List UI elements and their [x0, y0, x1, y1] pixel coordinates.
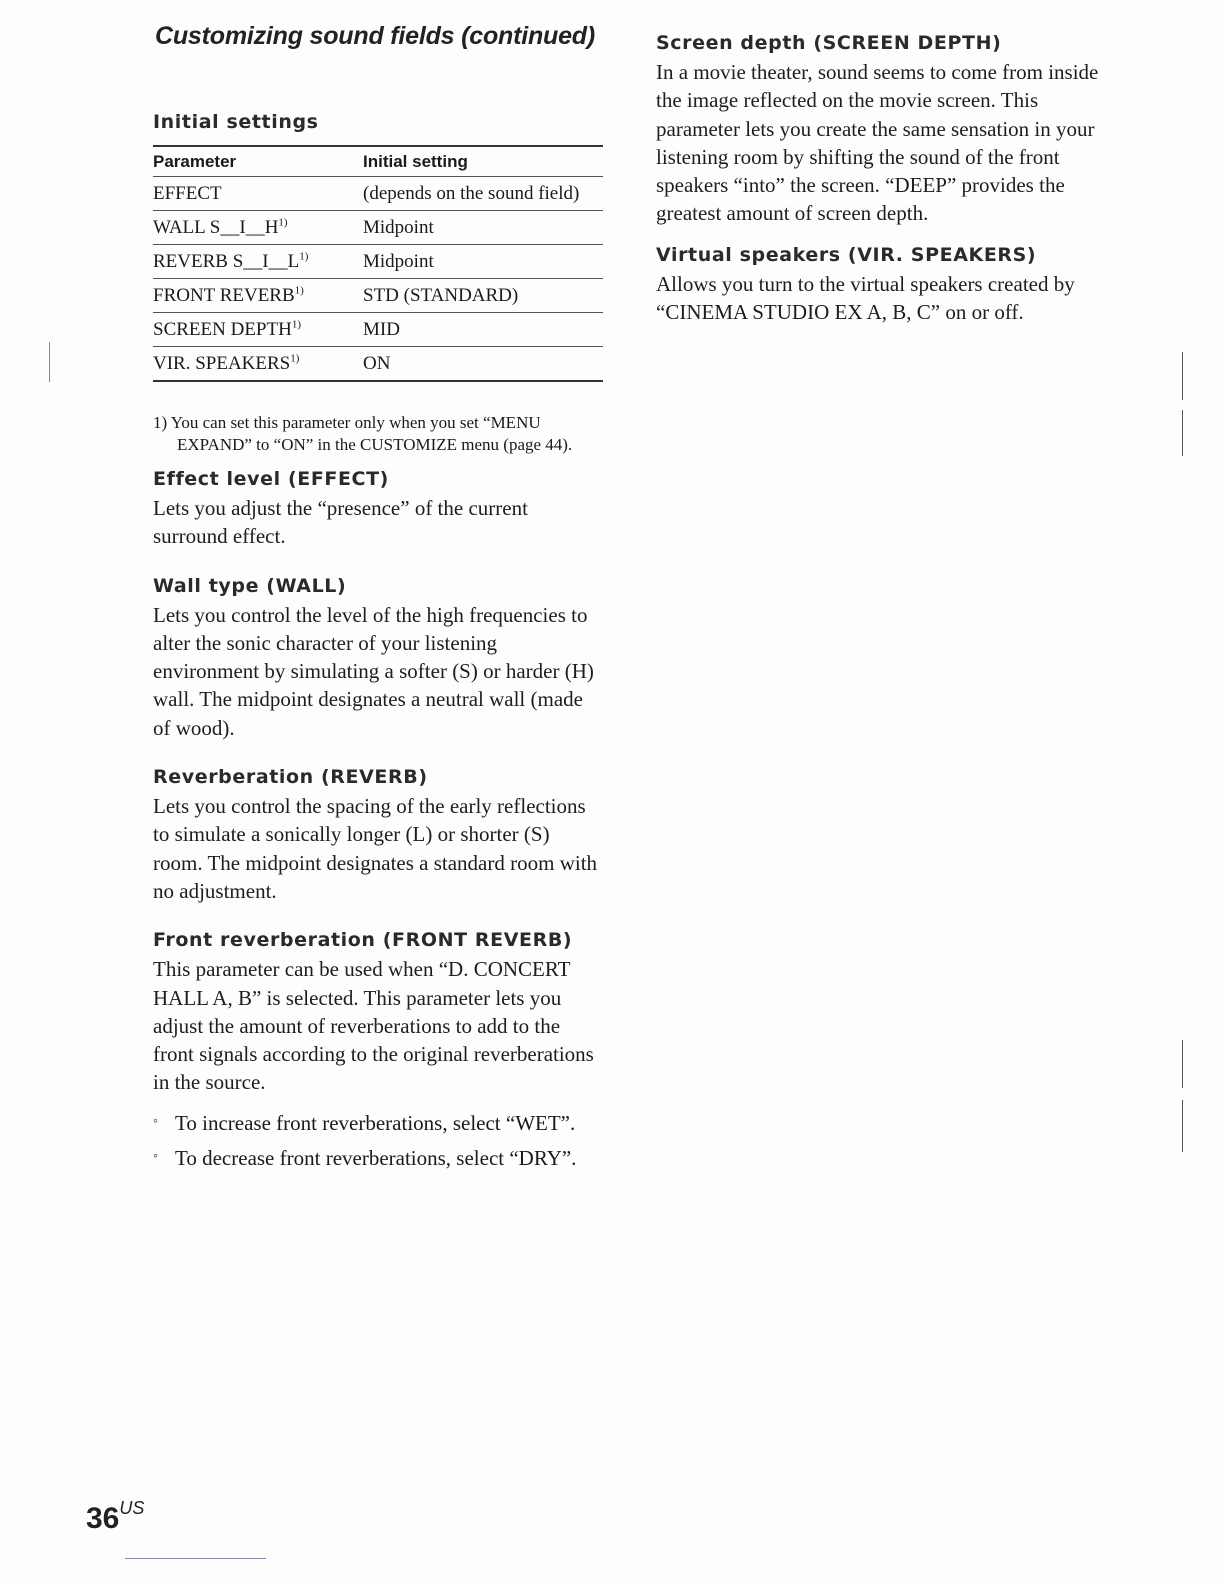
table-header-row — [153, 146, 603, 177]
table-row — [153, 279, 603, 313]
value-cell: Midpoint — [363, 245, 603, 279]
value-cell: MID — [363, 313, 603, 347]
reverb-heading: Reverberation (REVERB) — [153, 766, 428, 789]
value-cell: (depends on the sound field) — [363, 177, 603, 211]
initial-settings-heading: Initial settings — [153, 111, 319, 133]
wall-heading: Wall type (WALL) — [153, 574, 347, 597]
footer-rule — [125, 1558, 266, 1559]
front-reverb-body: This parameter can be used when “D. CONCERT HALL A, B” is selected. This parameter lets you adjust the amount of reverberations to add to the front signals according to the original reverberations in the source. — [153, 957, 594, 1095]
vir-speakers-heading: Virtual speakers (VIR. SPEAKERS) — [656, 243, 1037, 266]
list-item: ◦ To increase front reverberations, select “WET”. — [153, 1109, 603, 1137]
bullet-icon: ◦ — [153, 1148, 158, 1164]
page-number: $36^{US}$ — [86, 1498, 145, 1535]
param-cell: EFFECT — [153, 177, 363, 211]
scan-mark — [1182, 1040, 1183, 1088]
table-row — [153, 211, 603, 245]
table-row — [153, 177, 603, 211]
effect-heading: Effect level (EFFECT) — [153, 468, 389, 490]
reverb-body: Lets you control the spacing of the early reflections to simulate a sonically longer (L) or shorter (S) room. The midpoint designates a standard room with no adjustment. — [153, 794, 598, 903]
list-item: ◦ To decrease front reverberations, select “DRY”. — [153, 1144, 603, 1172]
scan-mark — [1182, 352, 1183, 400]
scan-mark — [1182, 1100, 1183, 1152]
bullet-icon: ◦ — [153, 1113, 158, 1129]
effect-body: Lets you adjust the “presence” of the current surround effect. — [153, 496, 528, 549]
initial-settings-table — [153, 145, 603, 382]
front-reverb-heading: Front reverberation (FRONT REVERB) — [153, 929, 573, 952]
value-cell: Midpoint — [363, 211, 603, 245]
scan-mark — [49, 342, 50, 382]
screen-depth-heading: Screen depth (SCREEN DEPTH) — [656, 32, 1002, 54]
table-row — [153, 245, 603, 279]
running-head: Customizing sound fields (continued) — [155, 22, 595, 50]
value-cell: STD (STANDARD) — [363, 279, 603, 313]
screen-depth-body: In a movie theater, sound seems to come from inside the image reflected on the movie screen. This parameter lets you create the same sensation in your listening room by shifting the sound of the front speakers “into” the screen. “DEEP” provides the greatest amount of screen depth. — [656, 60, 1099, 226]
table-row — [153, 313, 603, 347]
value-cell: ON — [363, 347, 603, 382]
wall-body: Lets you control the level of the high frequencies to alter the sonic character of your listening environment by simulating a softer (S) or harder (H) wall. The midpoint designates a neutral wall (made of wood). — [153, 602, 594, 740]
table-footnote: 1) You can set this parameter only when you set “MENU EXPAND” to “ON” in the CUSTOMIZE menu (page 44). — [153, 413, 573, 454]
front-reverb-bullets — [153, 1109, 603, 1172]
param-cell: WALL $S\_\_I\_\_H^{1)}$ — [153, 211, 363, 245]
scan-mark — [1182, 410, 1183, 456]
param-cell: VIR. SPEAKERS$^{1)}$ — [153, 347, 363, 382]
right-column — [656, 28, 1111, 338]
table-row — [153, 347, 603, 382]
left-column — [153, 22, 603, 1179]
column-header-parameter: Parameter — [153, 146, 363, 177]
param-cell: SCREEN DEPTH$^{1)}$ — [153, 313, 363, 347]
column-header-initial-setting: Initial setting — [363, 146, 603, 177]
param-cell: REVERB $S\_\_I\_\_L^{1)}$ — [153, 245, 363, 279]
param-cell: FRONT REVERB$^{1)}$ — [153, 279, 363, 313]
vir-speakers-body: Allows you turn to the virtual speakers created by “CINEMA STUDIO EX A, B, C” on or off. — [656, 271, 1075, 325]
